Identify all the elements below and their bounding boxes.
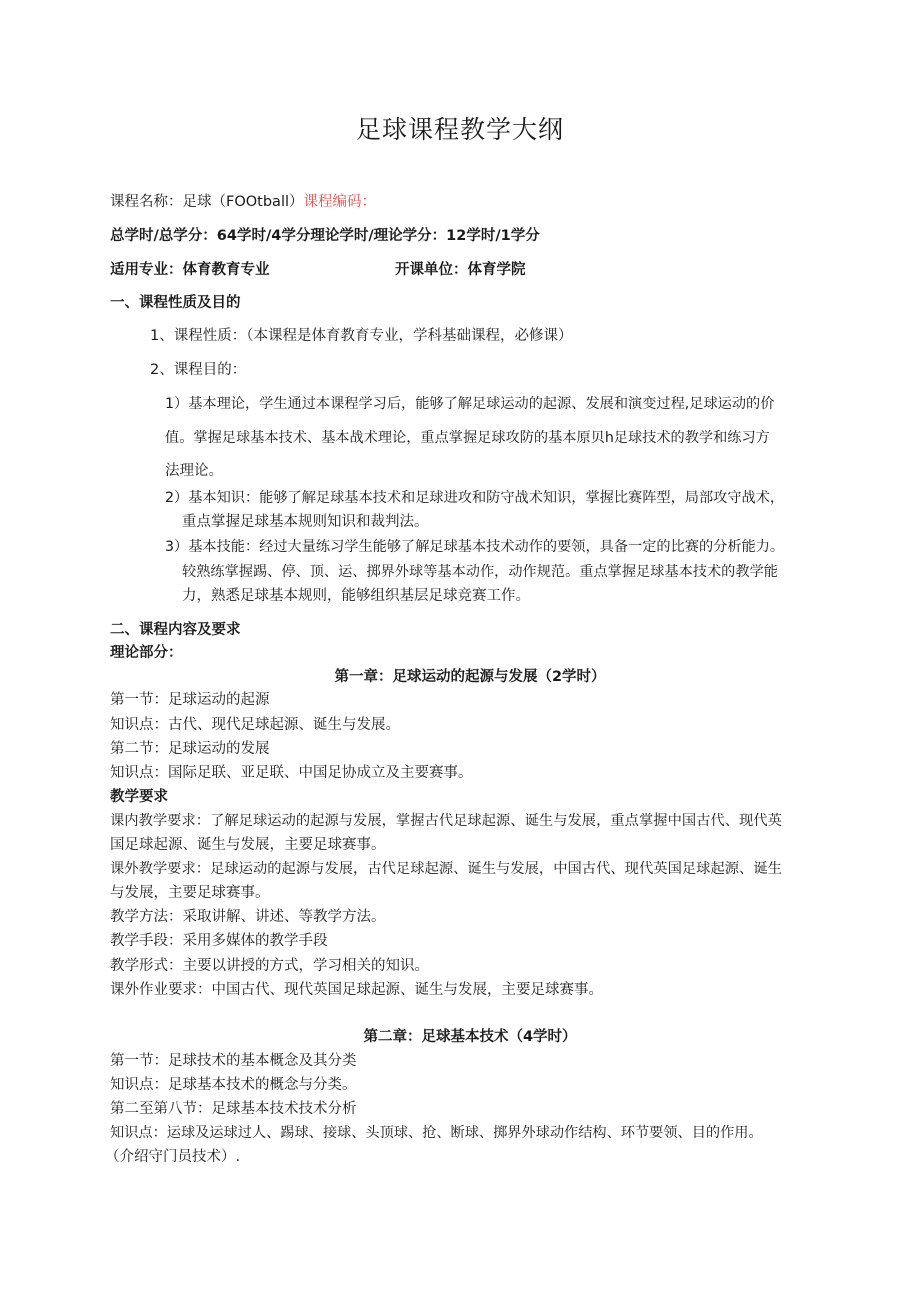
purpose-3-line: 较熟练掌握踢、停、顶、运、掷界外球等基本动作，动作规范。重点掌握足球基本技术的教学能 [182, 564, 778, 580]
requirement-line: 教学方法：采取讲解、讲述、等教学方法。 [110, 909, 386, 925]
course-code-label: 课程编码： [303, 194, 376, 210]
teaching-requirements-heading: 教学要求 [110, 789, 168, 805]
purpose-3-line: 3）基本技能：经过大量练习学生能够了解足球基本技术动作的要领，具备一定的比赛的分析能力。 [165, 539, 785, 555]
purpose-1-line: 1）基本理论，学生通过本课程学习后，能够了解足球运动的起源、发展和演变过程,足球运动的价 [165, 396, 775, 412]
requirement-line: 与发展，主要足球赛事。 [110, 885, 270, 901]
hours-credits: 总学时/总学分：64学时/4学分理论学时/理论学分：12学时/1学分 [110, 228, 540, 244]
requirement-line: 课内教学要求：了解足球运动的起源与发展，掌握古代足球起源、诞生与发展，重点掌握中国古代、现代英 [110, 813, 782, 829]
theory-heading: 理论部分： [110, 645, 183, 661]
chapter1-line: 第一节：足球运动的起源 [110, 692, 270, 708]
section2-heading: 二、课程内容及要求 [110, 622, 241, 638]
chapter1-heading: 第一章：足球运动的起源与发展（2学时） [334, 669, 606, 685]
chapter2-line: 知识点：足球基本技术的概念与分类。 [110, 1077, 357, 1093]
chapter2-line: 第一节：足球技术的基本概念及其分类 [110, 1053, 357, 1069]
requirement-line: 课外教学要求：足球运动的起源与发展，古代足球起源、诞生与发展，中国古代、现代英国足球起源、诞生 [110, 861, 782, 877]
page-title: 足球课程教学大纲 [355, 115, 564, 144]
chapter1-line: 知识点：古代、现代足球起源、诞生与发展。 [110, 717, 400, 733]
purpose-3-line: 力，熟悉足球基本规则，能够组织基层足球竞赛工作。 [182, 588, 530, 604]
course-nature: 1、课程性质：（本课程是体育教育专业，学科基础课程，必修课） [150, 328, 573, 344]
chapter2-heading: 第二章：足球基本技术（4学时） [363, 1029, 577, 1045]
chapter2-line: 知识点：运球及运球过人、踢球、接球、头顶球、抢、断球、掷界外球动作结构、环节要领、目的作用。 [110, 1125, 763, 1141]
chapter1-line: 第二节：足球运动的发展 [110, 741, 270, 757]
purpose-2-line: 重点掌握足球基本规则知识和裁判法。 [182, 514, 429, 530]
requirement-line: 教学形式：主要以讲授的方式，学习相关的知识。 [110, 958, 429, 974]
purpose-heading: 2、课程目的： [150, 362, 247, 378]
course-name-label: 课程名称：足球（FOOtball） [110, 194, 304, 210]
chapter2-line: 第二至第八节：足球基本技术技术分析 [110, 1101, 357, 1117]
purpose-1-line: 值。掌握足球基本技术、基本战术理论，重点掌握足球攻防的基本原贝h足球技术的教学和练习方 [165, 430, 770, 446]
applicable-major: 适用专业：体育教育专业 [110, 262, 270, 278]
chapter2-line: （介绍守门员技术）. [105, 1149, 241, 1165]
course-name-line [110, 192, 376, 212]
section1-heading: 一、课程性质及目的 [110, 295, 241, 311]
purpose-1-line: 法理论。 [165, 463, 223, 479]
purpose-2-line: 2）基本知识：能够了解足球基本技术和足球进攻和防守战术知识，掌握比赛阵型，局部攻守战术， [165, 490, 785, 506]
offering-department: 开课单位：体育学院 [395, 262, 526, 278]
requirement-line: 课外作业要求：中国古代、现代英国足球起源、诞生与发展，主要足球赛事。 [110, 982, 603, 998]
requirement-line: 国足球起源、诞生与发展，主要足球赛事。 [110, 837, 386, 853]
chapter1-line: 知识点：国际足联、亚足联、中国足协成立及主要赛事。 [110, 765, 473, 781]
requirement-line: 教学手段：采用多媒体的教学手段 [110, 933, 328, 949]
